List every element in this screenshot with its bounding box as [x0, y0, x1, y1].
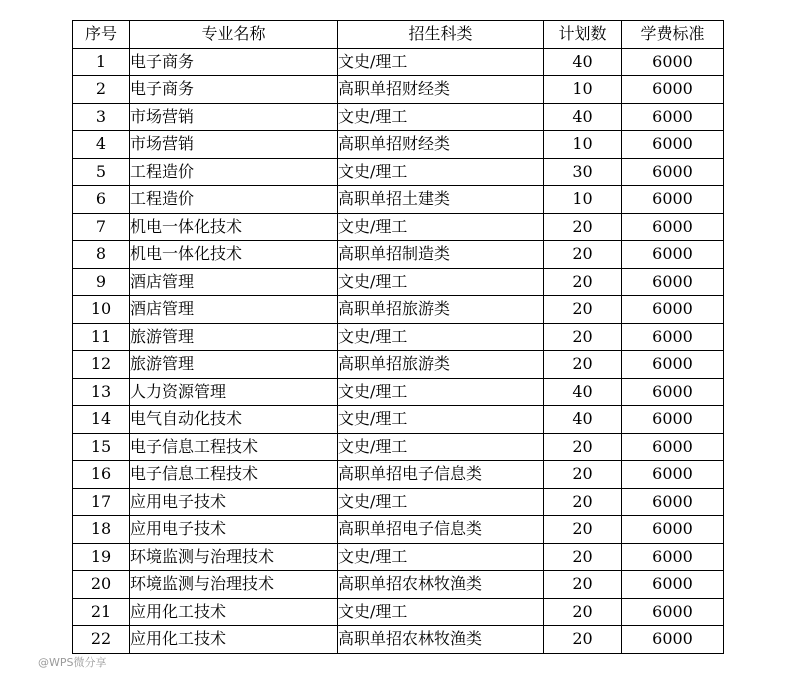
cell-category: 高职单招电子信息类: [338, 516, 544, 544]
cell-plan: 20: [544, 433, 622, 461]
cell-fee: 6000: [622, 76, 724, 104]
cell-no: 22: [73, 626, 130, 654]
cell-plan: 20: [544, 268, 622, 296]
table-row: [73, 131, 724, 159]
cell-major: 电子商务: [130, 48, 338, 76]
cell-plan: 20: [544, 571, 622, 599]
cell-plan: 10: [544, 76, 622, 104]
cell-fee: 6000: [622, 323, 724, 351]
cell-plan: 20: [544, 213, 622, 241]
cell-plan: 40: [544, 103, 622, 131]
table-row: [73, 213, 724, 241]
cell-no: 6: [73, 186, 130, 214]
cell-no: 8: [73, 241, 130, 269]
cell-plan: 40: [544, 406, 622, 434]
cell-no: 19: [73, 543, 130, 571]
cell-no: 4: [73, 131, 130, 159]
cell-category: 高职单招土建类: [338, 186, 544, 214]
cell-no: 9: [73, 268, 130, 296]
cell-fee: 6000: [622, 571, 724, 599]
cell-category: 文史/理工: [338, 213, 544, 241]
cell-plan: 20: [544, 323, 622, 351]
cell-major: 电气自动化技术: [130, 406, 338, 434]
cell-plan: 30: [544, 158, 622, 186]
cell-major: 应用化工技术: [130, 598, 338, 626]
cell-major: 应用电子技术: [130, 488, 338, 516]
table-row: [73, 571, 724, 599]
cell-no: 1: [73, 48, 130, 76]
table-row: [73, 351, 724, 379]
cell-fee: 6000: [622, 213, 724, 241]
table-row: [73, 543, 724, 571]
cell-major: 应用化工技术: [130, 626, 338, 654]
table-row: [73, 406, 724, 434]
table-header: [73, 21, 724, 49]
header-category: 招生科类: [338, 21, 544, 49]
cell-category: 高职单招农林牧渔类: [338, 626, 544, 654]
cell-category: 高职单招电子信息类: [338, 461, 544, 489]
cell-major: 市场营销: [130, 103, 338, 131]
cell-fee: 6000: [622, 488, 724, 516]
cell-fee: 6000: [622, 461, 724, 489]
cell-no: 2: [73, 76, 130, 104]
header-row: [73, 21, 724, 49]
cell-fee: 6000: [622, 626, 724, 654]
cell-plan: 20: [544, 598, 622, 626]
table-row: [73, 103, 724, 131]
cell-fee: 6000: [622, 131, 724, 159]
cell-no: 16: [73, 461, 130, 489]
cell-major: 电子信息工程技术: [130, 461, 338, 489]
cell-major: 人力资源管理: [130, 378, 338, 406]
cell-no: 18: [73, 516, 130, 544]
cell-fee: 6000: [622, 103, 724, 131]
cell-plan: 20: [544, 296, 622, 324]
cell-category: 文史/理工: [338, 378, 544, 406]
cell-fee: 6000: [622, 598, 724, 626]
cell-plan: 10: [544, 131, 622, 159]
table-row: [73, 598, 724, 626]
header-fee: 学费标准: [622, 21, 724, 49]
cell-no: 17: [73, 488, 130, 516]
cell-major: 机电一体化技术: [130, 241, 338, 269]
cell-no: 20: [73, 571, 130, 599]
cell-major: 电子信息工程技术: [130, 433, 338, 461]
table-row: [73, 516, 724, 544]
cell-no: 10: [73, 296, 130, 324]
table-body: [73, 48, 724, 653]
cell-no: 5: [73, 158, 130, 186]
cell-plan: 20: [544, 461, 622, 489]
cell-category: 高职单招农林牧渔类: [338, 571, 544, 599]
table-row: [73, 323, 724, 351]
cell-category: 文史/理工: [338, 323, 544, 351]
cell-no: 3: [73, 103, 130, 131]
table-row: [73, 461, 724, 489]
cell-fee: 6000: [622, 296, 724, 324]
table-row: [73, 488, 724, 516]
cell-plan: 20: [544, 351, 622, 379]
cell-category: 高职单招旅游类: [338, 351, 544, 379]
cell-fee: 6000: [622, 48, 724, 76]
cell-category: 文史/理工: [338, 598, 544, 626]
cell-category: 文史/理工: [338, 48, 544, 76]
cell-fee: 6000: [622, 241, 724, 269]
cell-major: 工程造价: [130, 186, 338, 214]
table-row: [73, 186, 724, 214]
cell-no: 14: [73, 406, 130, 434]
cell-fee: 6000: [622, 186, 724, 214]
cell-plan: 10: [544, 186, 622, 214]
cell-no: 12: [73, 351, 130, 379]
cell-category: 文史/理工: [338, 406, 544, 434]
cell-plan: 20: [544, 488, 622, 516]
cell-fee: 6000: [622, 268, 724, 296]
cell-category: 文史/理工: [338, 158, 544, 186]
cell-no: 7: [73, 213, 130, 241]
enrollment-table: [72, 20, 724, 654]
cell-major: 电子商务: [130, 76, 338, 104]
table-row: [73, 158, 724, 186]
table-row: [73, 48, 724, 76]
table-row: [73, 241, 724, 269]
wps-watermark: @WPS微分享: [38, 656, 107, 669]
cell-major: 酒店管理: [130, 296, 338, 324]
cell-plan: 40: [544, 48, 622, 76]
cell-fee: 6000: [622, 406, 724, 434]
cell-category: 文史/理工: [338, 543, 544, 571]
cell-major: 旅游管理: [130, 351, 338, 379]
cell-category: 高职单招旅游类: [338, 296, 544, 324]
cell-category: 高职单招财经类: [338, 76, 544, 104]
cell-fee: 6000: [622, 433, 724, 461]
header-no: 序号: [73, 21, 130, 49]
cell-no: 13: [73, 378, 130, 406]
cell-no: 11: [73, 323, 130, 351]
cell-major: 酒店管理: [130, 268, 338, 296]
cell-plan: 20: [544, 516, 622, 544]
cell-category: 文史/理工: [338, 433, 544, 461]
cell-plan: 20: [544, 241, 622, 269]
table-row: [73, 626, 724, 654]
cell-fee: 6000: [622, 543, 724, 571]
cell-major: 旅游管理: [130, 323, 338, 351]
cell-fee: 6000: [622, 351, 724, 379]
cell-no: 21: [73, 598, 130, 626]
cell-plan: 20: [544, 626, 622, 654]
cell-fee: 6000: [622, 378, 724, 406]
cell-major: 工程造价: [130, 158, 338, 186]
cell-major: 环境监测与治理技术: [130, 571, 338, 599]
table-row: [73, 296, 724, 324]
cell-category: 文史/理工: [338, 268, 544, 296]
cell-fee: 6000: [622, 158, 724, 186]
cell-category: 文史/理工: [338, 488, 544, 516]
table-row: [73, 76, 724, 104]
cell-major: 市场营销: [130, 131, 338, 159]
cell-no: 15: [73, 433, 130, 461]
cell-major: 机电一体化技术: [130, 213, 338, 241]
cell-category: 高职单招制造类: [338, 241, 544, 269]
cell-plan: 40: [544, 378, 622, 406]
table-row: [73, 433, 724, 461]
cell-major: 应用电子技术: [130, 516, 338, 544]
header-major: 专业名称: [130, 21, 338, 49]
cell-category: 高职单招财经类: [338, 131, 544, 159]
cell-plan: 20: [544, 543, 622, 571]
cell-fee: 6000: [622, 516, 724, 544]
header-plan: 计划数: [544, 21, 622, 49]
table-row: [73, 378, 724, 406]
cell-category: 文史/理工: [338, 103, 544, 131]
cell-major: 环境监测与治理技术: [130, 543, 338, 571]
table-row: [73, 268, 724, 296]
